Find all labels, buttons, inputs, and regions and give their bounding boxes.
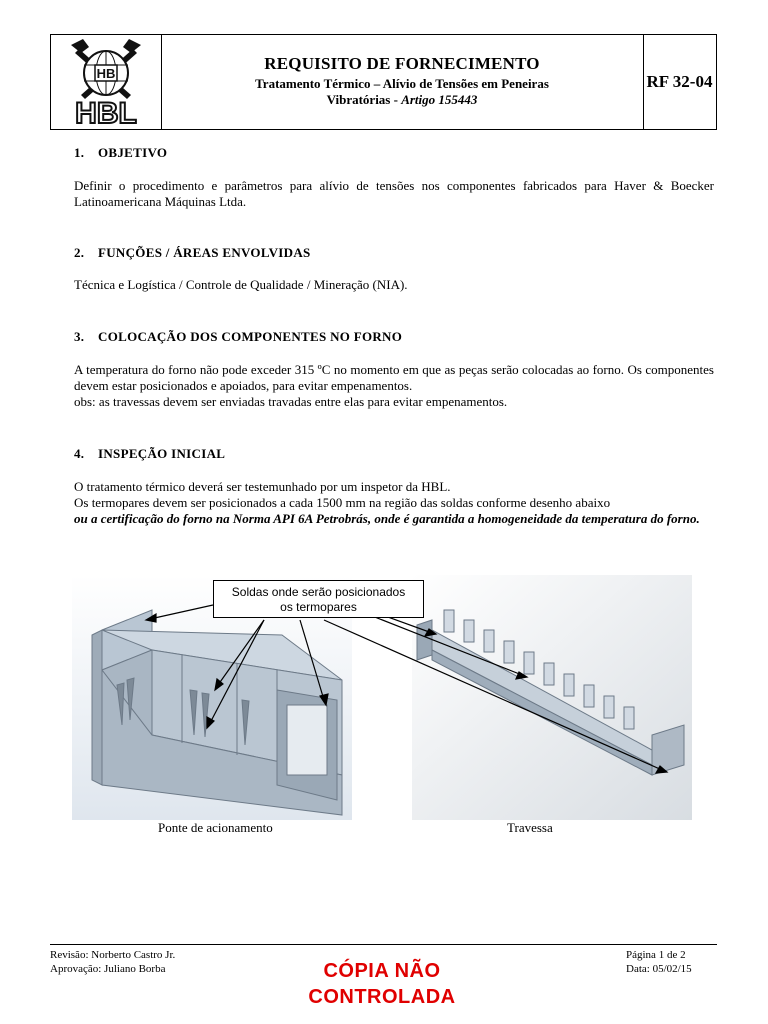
subtitle-line-1: Tratamento Térmico – Alívio de Tensões em Peneiras <box>255 76 549 91</box>
footer-left <box>50 948 175 976</box>
document-subtitle <box>161 76 643 108</box>
title-block <box>161 35 644 129</box>
section-inspecao <box>74 446 714 527</box>
stamp-line-2: CONTROLADA <box>308 986 456 1008</box>
caption-cross-beam: Travessa <box>507 820 553 835</box>
document-date: Data: 05/02/15 <box>626 963 692 975</box>
section-title: COLOCAÇÃO DOS COMPONENTES NO FORNO <box>98 329 403 344</box>
uncontrolled-copy-stamp <box>262 958 502 1010</box>
footer-divider <box>50 944 717 945</box>
subtitle-line-2: Vibratórias - <box>326 92 402 107</box>
section-number: 4. <box>74 446 85 461</box>
section-emphasis: ou a certificação do forno na Norma API 6A Petrobrás, onde é garantida a homogeneidade da temperatura do forno. <box>74 511 700 526</box>
section-text: A temperatura do forno não pode exceder 315 ºC no momento em que as peças serão colocadas ao forno. Os componentes devem estar posicionados e apoiados, para evitar empenamentos. <box>74 362 714 393</box>
footer-right <box>626 948 692 976</box>
article-number: Artigo 155443 <box>401 92 478 107</box>
section-heading <box>74 245 408 261</box>
document-title: REQUISITO DE FORNECIMENTO <box>264 54 540 73</box>
section-text: Técnica e Logística / Controle de Qualidade / Mineração (NIA). <box>74 277 408 292</box>
section-funcoes <box>74 245 408 293</box>
section-number: 3. <box>74 329 85 344</box>
approval-author: Aprovação: Juliano Borba <box>50 963 166 975</box>
stamp-line-1: CÓPIA NÃO <box>323 960 441 982</box>
callout-line-2: os termopares <box>280 600 357 614</box>
section-text: O tratamento térmico deverá ser testemunhado por um inspetor da HBL. <box>74 479 451 494</box>
callout-line-1: Soldas onde serão posicionados <box>231 585 406 599</box>
section-colocacao <box>74 329 714 410</box>
section-text: Definir o procedimento e parâmetros para alívio de tensões nos componentes fabricados para Haver & Boecker Latinoamericana Máquinas Ltda. <box>74 178 714 209</box>
document-code: RF 32-04 <box>646 72 713 91</box>
section-note: obs: as travessas devem ser enviadas travadas entre elas para evitar empenamentos. <box>74 394 508 409</box>
caption-drive-beam: Ponte de acionamento <box>158 820 273 835</box>
section-title: OBJETIVO <box>98 145 168 160</box>
svg-text:HBL: HBL <box>75 97 137 129</box>
section-number: 2. <box>74 245 85 260</box>
section-title: INSPEÇÃO INICIAL <box>98 446 226 461</box>
revision-author: Revisão: Norberto Castro Jr. <box>50 949 176 961</box>
section-heading <box>74 329 714 345</box>
section-text: Os termopares devem ser posicionados a cada 1500 mm na região das soldas conforme desenho abaixo <box>74 495 611 510</box>
svg-text:HB: HB <box>96 66 116 81</box>
section-objetivo <box>74 145 714 210</box>
section-heading <box>74 145 714 161</box>
section-number: 1. <box>74 145 85 160</box>
document-header <box>50 34 717 130</box>
thermocouple-callout <box>213 580 424 618</box>
hbl-logo <box>51 35 162 129</box>
page-number: Página 1 de 2 <box>626 949 686 961</box>
section-title: FUNÇÕES / ÁREAS ENVOLVIDAS <box>98 245 311 260</box>
section-heading <box>74 446 714 462</box>
